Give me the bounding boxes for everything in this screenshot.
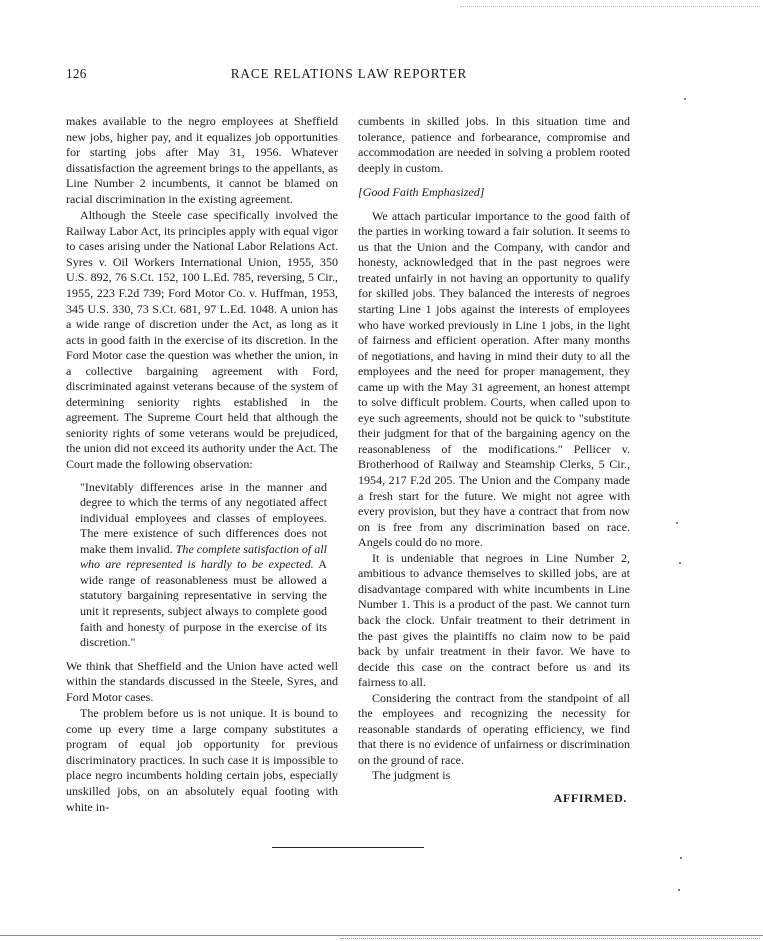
right-column	[358, 114, 630, 807]
quote-text: "Inevitably differences arise in the manner and degree to which the terms of any negotiated affect individual employees and classes of employees. The mere existence of such differences does not make them invalid.	[80, 479, 327, 556]
journal-title: RACE RELATIONS LAW REPORTER	[230, 66, 468, 81]
block-quote	[80, 480, 327, 651]
scan-speck	[680, 857, 682, 859]
paragraph: We think that Sheffield and the Union have acted well within the standards discussed in the Steele, Syres, and Ford Motor cases.	[66, 658, 338, 704]
paragraph: Although the Steele case specifically involved the Railway Labor Act, its principles apply with equal vigor to cases arising under the National Labor Relations Act. Syres v. Oil Workers International Union, 1955, 350 U.S. 892, 76 S.Ct. 152, 100 L.Ed. 785, reversing, 5 Cir., 1955, 223 F.2d 739; Ford Motor Co. v. Huffman, 1953, 345 U.S. 330, 73 S.Ct. 681, 97 L.Ed. 1048. A union has a wide range of discretion under the Act, as long as it acts in good faith in the exercise of its discretion. In the Ford Motor case the question was whether the union, in a collective bargaining agreement with Ford, discriminated against veterans because of the system of determining seniority rights established in the agreement. The Supreme Court held that although the seniority rights of some veterans would be prejudiced, the union did not exceed its authority under the Act. The Court made the following observation:	[66, 208, 338, 472]
paragraph: Considering the contract from the standpoint of all the employees and recognizing the necessity for reasonable standards of operating efficiency, we find that there is no evidence of unfairness or discrimination on the ground of race.	[358, 690, 630, 767]
paragraph: We attach particular importance to the good faith of the parties in working toward a fair solution. It seems to us that the Union and the Company, with candor and honesty, acknowledged that in the past negroes were treated unfairly in not having an opportunity to qualify for skilled jobs. They balanced the interests of negroes starting Line 1 jobs against the interests of employees who have worked previously in Line 1 jobs, in the light of fairness and efficient operation. After many months of negotiations, and having in mind their duty to all the employees and the need for proper management, they came up with the May 31 agreement, an honest attempt to solve difficult problem. Courts, when called upon to eye such agreements, should not be quick to "substitute their judgment for that of the bargaining agency on the reasonableness of the modifications." Pellicer v. Brotherhood of Railway and Steamship Clerks, 5 Cir., 1954, 217 F.2d 205. The Union and the Company made a fresh start for the future. We might not agree with every provision, but they have a contract that from now on is free from any discrimination based on race. Angels could do no more.	[358, 208, 630, 550]
scan-speck	[678, 889, 680, 891]
page-number: 126	[66, 66, 87, 81]
scan-speck	[679, 562, 681, 564]
quote-text: A wide range of reasonableness must be allowed a statutory bargaining representative in serving the unit it represents, subject always to complete good faith and honesty of purpose in the exercise of its discretion."	[80, 557, 327, 650]
scan-edge-bottom-dotted	[340, 938, 760, 939]
left-column	[66, 114, 338, 815]
paragraph: The problem before us is not unique. It is bound to come up every time a large company substitutes a program of equal job opportunity for previous discriminatory practices. In such case it is impossible to place negro incumbents holding certain jobs, especially unskilled jobs, on an absolutely equal footing with white in-	[66, 706, 338, 814]
scan-edge-top	[460, 6, 760, 7]
end-rule	[272, 847, 424, 848]
paragraph: cumbents in skilled jobs. In this situation time and tolerance, patience and forbearance, compromise and accommodation are needed in solving a problem rooted deeply in custom.	[358, 114, 630, 175]
judgment-line: The judgment is	[372, 768, 451, 783]
disposition: AFFIRMED.	[553, 790, 627, 805]
running-head	[66, 66, 632, 86]
section-heading: [Good Faith Emphasized]	[358, 185, 485, 200]
paragraph: It is undeniable that negroes in Line Number 2, ambitious to advance themselves to skilled jobs, are at disadvantage compared with white incumbents in Line Number 1. This is a product of the past. We cannot turn back the clock. Unfair treatment to their detriment in the past gives the plaintiffs no claim now to be paid back by unfair treatment in their favor. We have to decide this case on the contract before us and its fairness to all.	[358, 550, 630, 690]
scan-speck	[676, 522, 678, 524]
paragraph: makes available to the negro employees at Sheffield new jobs, higher pay, and it equalizes job opportunities for starting jobs after May 31, 1956. Whatever dissatisfaction the agreement brings to the appellants, as Line Number 2 incumbents, it cannot be blamed on racial discrimination in the existing agreement.	[66, 114, 338, 206]
scan-edge-bottom	[0, 935, 763, 936]
scan-speck	[684, 98, 686, 100]
quote-emphasis: The complete satisfaction of all who are represented is hardly to be expected.	[80, 541, 327, 572]
